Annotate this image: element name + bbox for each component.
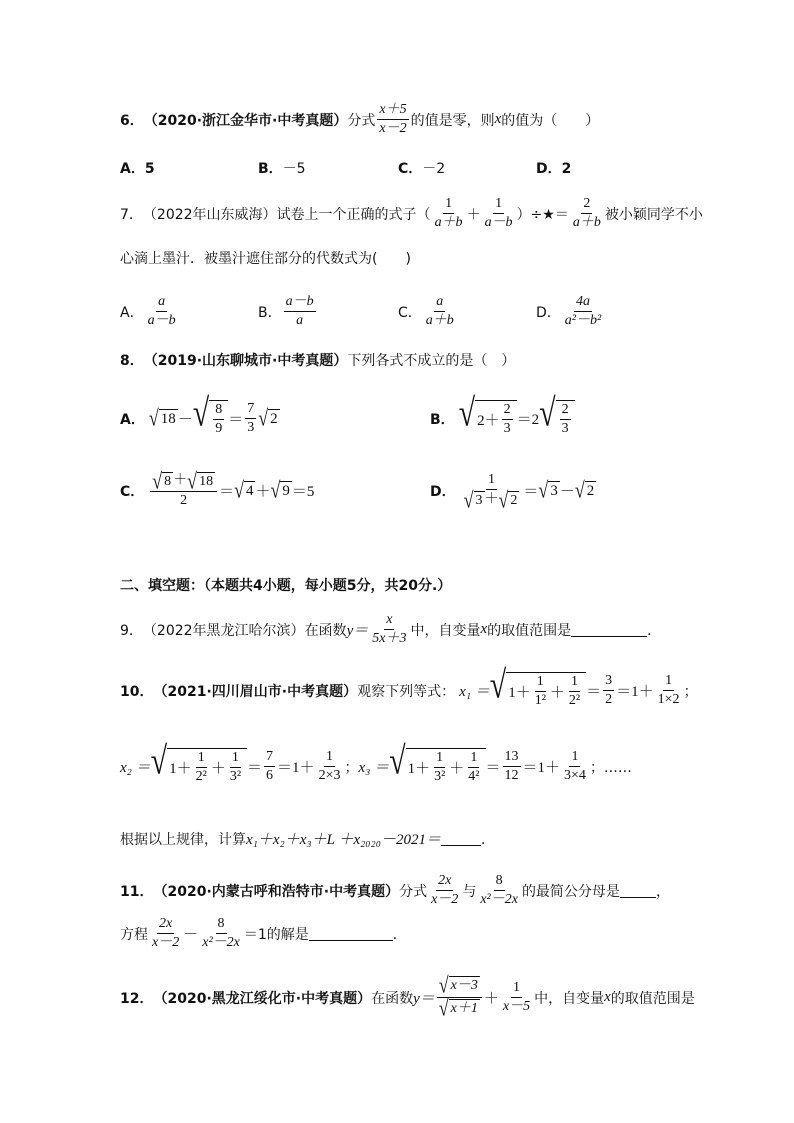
question-text: 的值为（ ） xyxy=(501,112,600,129)
question-number: 11． xyxy=(120,883,154,900)
question-10: 10． （2021·四川眉山市·中考真题） 观察下列等式： x₁ ＝ √ 1＋ $\frac{1}{\text{1²}}$ ＋ $\frac{1}{\text{2²}}$ ＝ $\frac{3}{2}$ ＝1＋ $\frac{1}{1\times 2}$ ； xyxy=(120,663,698,709)
question-12: 12． （2020·黑龙江绥化市·中考真题） 在函数 y＝ √ x－3 √ x＋1 ＋ $\frac{1}{x-5}$ 中，自变量 x 的取值范围是 xyxy=(120,972,695,1021)
question-11: 11． （2020·内蒙古呼和浩特市·中考真题） 分式 $\frac{2x}{x-2}$ 与 $\frac{8}{\text{x²－2x}}$ 的最简公分母是 ， xyxy=(120,873,670,908)
option-a[interactable]: A． $\frac{a}{a-b}$ xyxy=(120,294,176,329)
option-b[interactable]: B．－5 xyxy=(258,161,306,177)
answer-blank[interactable] xyxy=(441,831,481,846)
option-d[interactable]: D．2 xyxy=(536,161,572,177)
q6-options xyxy=(120,158,680,178)
answer-blank[interactable] xyxy=(309,926,393,941)
question-source: （2019·山东聊城市·中考真题） xyxy=(143,353,348,369)
question-6 xyxy=(120,102,599,137)
question-text: 下列各式不成立的是（ ） xyxy=(347,353,516,369)
question-source: （2022年黑龙江哈尔滨） xyxy=(142,622,305,639)
question-7-line2: 心滴上墨汁．被墨汁遮住部分的代数式为( ) xyxy=(120,251,411,267)
question-number: 12． xyxy=(120,990,154,1007)
question-number: 6． xyxy=(120,112,144,129)
question-10-line3: 根据以上规律，计算 x₁＋x₂＋x₃＋L ＋x₂₀₂₀－2021＝ ． xyxy=(120,831,495,848)
question-text: 中，自变量 xyxy=(410,622,481,639)
question-text: 分式 xyxy=(347,112,376,129)
question-text: ）÷★＝ xyxy=(516,206,569,223)
question-number: 7． xyxy=(120,206,143,223)
question-text: 的最简公分母是 xyxy=(521,883,620,900)
question-text: 被小颖同学不小 xyxy=(604,206,703,223)
question-text: 在函数 xyxy=(371,990,414,1007)
option-c[interactable]: C． $\frac{a}{a+b}$ xyxy=(398,294,454,329)
option-a[interactable]: A． √ 18 － √ $\frac{8}{9}$ ＝ $\frac{7}{3}$ √ 2 xyxy=(120,391,278,437)
question-9: 9． （2022年黑龙江哈尔滨） 在函数 y＝ $\frac{x}{5x+3}$ 中，自变量 x 的取值范围是 ． xyxy=(120,612,662,647)
section-heading: 二、填空题：（本题共4小题，每小题5分，共20分.） xyxy=(120,578,452,594)
question-source: （2020·浙江金华市·中考真题） xyxy=(143,112,348,129)
option-c[interactable]: C．－2 xyxy=(398,161,446,177)
question-text: 的取值范围是 xyxy=(610,990,695,1007)
question-10-line2: x₂ ＝ √ 1＋ $\frac{1}{\text{2²}}$ ＋ $\frac{1}{\text{3²}}$ ＝ $\frac{7}{6}$ ＝1＋ $\frac{1}{2\times 3}$ ； x₃ ＝ √ 1＋ $\frac{1}{\text{3²}}$ ＋ $\frac{1}{\text{4²}}$ ＝ $\frac{13}{12}$ ＝1＋ $\frac{1}{3\times 4}$ ；…… xyxy=(120,739,632,785)
option-a[interactable]: A．5 xyxy=(120,161,155,177)
option-c[interactable]: C． √ 8 ＋ √ 18 2 ＝ √ 4 ＋ √ 9 ＝5 xyxy=(120,468,315,509)
question-number: 9． xyxy=(120,622,143,639)
question-text: 试卷上一个正确的式子（ xyxy=(276,206,431,223)
fraction: $\frac{x}{5x+3}$ xyxy=(372,612,407,647)
question-number: 8． xyxy=(120,353,144,369)
question-text: 在函数 xyxy=(304,622,347,639)
question-8 xyxy=(120,350,515,370)
question-source: （2020·黑龙江绥化市·中考真题） xyxy=(153,990,372,1007)
fraction: $\frac{2}{a+b}$ xyxy=(572,196,601,231)
question-text: 的值是零，则 xyxy=(410,112,495,129)
variable: x xyxy=(494,111,502,128)
q7-options xyxy=(120,294,680,329)
option-d[interactable]: D． $\frac{4a}{\text{a²－b²}}$ xyxy=(536,294,602,329)
question-11-line2: 方程 $\frac{2x}{x-2}$ － $\frac{8}{\text{x²－2x}}$ ＝1的解是 ． xyxy=(120,916,407,951)
question-text: 分式 xyxy=(399,883,428,900)
question-text: 中，自变量 xyxy=(534,990,605,1007)
fraction: $\frac{x+5}{x-2}$ xyxy=(379,102,407,137)
question-source: （2021·四川眉山市·中考真题） xyxy=(153,683,358,700)
fraction: $\frac{1}{a-b}$ xyxy=(484,196,513,231)
question-7: 7． （2022年山东威海） 试卷上一个正确的式子（ $\frac{1}{a+b}$ ＋ $\frac{1}{a-b}$ ）÷★＝ $\frac{2}{a+b}$ 被小颖同学不小 xyxy=(120,196,703,231)
option-d[interactable]: D． 1 √ 3 ＋ √ 2 ＝ √ 3 － √ 2 xyxy=(430,472,595,513)
question-text: 观察下列等式： xyxy=(357,683,456,700)
question-source: （2020·内蒙古呼和浩特市·中考真题） xyxy=(153,883,400,900)
fraction: $\frac{1}{a+b}$ xyxy=(434,196,463,231)
option-b[interactable]: B． √ 2＋ $\frac{2}{3}$ ＝2 √ $\frac{2}{3}$ xyxy=(430,400,575,437)
question-number: 10． xyxy=(120,683,154,700)
question-source: （2022年山东威海） xyxy=(142,206,277,223)
answer-blank[interactable] xyxy=(571,622,647,637)
answer-blank[interactable] xyxy=(620,883,656,898)
question-text: 的取值范围是 xyxy=(487,622,572,639)
option-b[interactable]: B． $\frac{a-b}{a}$ xyxy=(258,294,314,329)
